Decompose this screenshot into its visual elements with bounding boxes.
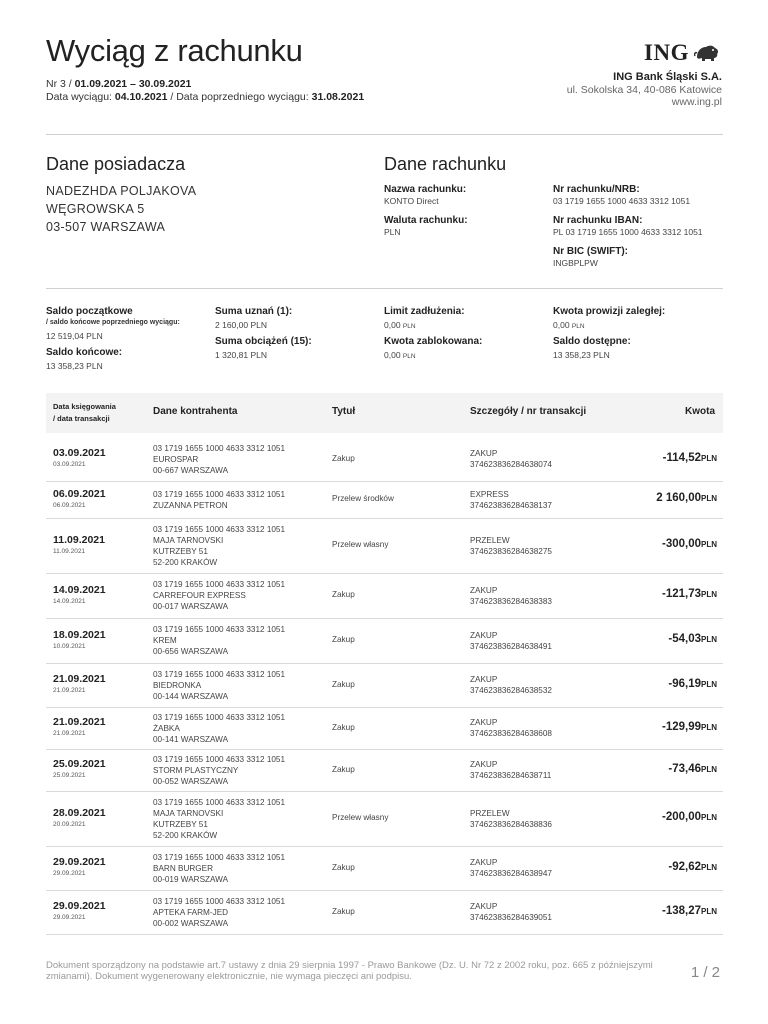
counterparty-line: BIEDRONKA xyxy=(153,680,202,690)
counterparty xyxy=(153,896,285,929)
table-row xyxy=(46,846,723,891)
amount-currency: PLN xyxy=(701,722,717,732)
bank-url[interactable]: www.ing.pl xyxy=(671,96,722,108)
details-line: 374623836284638532 xyxy=(470,686,552,695)
nrb-field xyxy=(553,184,690,206)
blocked-amount: 0,00 xyxy=(384,350,401,360)
counterparty xyxy=(153,624,285,657)
transaction-title: Przelew środków xyxy=(332,494,394,503)
details-line: ZAKUP xyxy=(470,449,498,458)
booking-date: 29.09.2021 xyxy=(53,900,106,912)
period-value: 01.09.2021 – 30.09.2021 xyxy=(74,78,192,90)
limit-label: Limit zadłużenia: xyxy=(384,306,465,317)
blocked-currency: PLN xyxy=(402,353,416,360)
amount-value: -54,03 xyxy=(668,633,701,645)
counterparty-line: 03 1719 1655 1000 4633 3312 1051 xyxy=(153,797,286,807)
counterparty-line: EUROSPAR xyxy=(153,454,199,464)
blocked-value xyxy=(384,350,482,362)
counterparty xyxy=(153,712,285,745)
transaction-date: 03.09.2021 xyxy=(53,461,86,468)
amount-value: -96,19 xyxy=(668,677,701,690)
closing-balance-label: Saldo końcowe: xyxy=(46,347,123,358)
transaction-title: Zakup xyxy=(332,764,355,774)
details-line: 374623836284639051 xyxy=(470,913,552,922)
bank-info xyxy=(567,71,722,109)
account-name-value: KONTO Direct xyxy=(384,196,439,206)
limit-amount: 0,00 xyxy=(384,320,401,330)
account-name-label: Nazwa rachunku: xyxy=(384,184,467,195)
counterparty-line: 03 1719 1655 1000 4633 3312 1051 xyxy=(153,896,286,906)
transaction-details xyxy=(470,717,552,739)
amount-value: -129,99 xyxy=(661,720,701,733)
transaction-title: Zakup xyxy=(332,722,355,732)
transaction-amount xyxy=(668,678,717,690)
owner-city: 03-507 WARSZAWA xyxy=(46,220,166,234)
transaction-amount xyxy=(668,633,717,645)
nrb-value: 03 1719 1655 1000 4633 3312 1051 xyxy=(553,196,691,206)
counterparty-line: KUTRZEBY 51 xyxy=(153,819,208,829)
amount-value: -300,00 xyxy=(661,538,701,550)
logo-wordmark: ING xyxy=(644,40,689,65)
counterparty-line: 03 1719 1655 1000 4633 3312 1051 xyxy=(153,754,286,764)
account-currency-field xyxy=(384,215,468,237)
prev-date-label: / Data poprzedniego wyciągu: xyxy=(167,91,312,103)
blocked-field xyxy=(384,336,482,362)
counterparty-line: KREM xyxy=(153,636,177,645)
table-row xyxy=(46,573,723,619)
amount-value: -73,46 xyxy=(668,762,701,775)
counterparty-line: 52-200 KRAKÓW xyxy=(153,830,218,840)
transaction-date: 14.09.2021 xyxy=(53,597,86,605)
counterparty xyxy=(153,754,285,787)
col-amount-header: Kwota xyxy=(685,406,715,417)
counterparty-line: 03 1719 1655 1000 4633 3312 1051 xyxy=(153,625,286,634)
transaction-details xyxy=(470,448,552,470)
commission-currency: PLN xyxy=(571,323,585,330)
transaction-date: 20.09.2021 xyxy=(53,820,86,828)
prev-date-value: 31.08.2021 xyxy=(311,91,365,103)
ing-logo xyxy=(644,40,720,66)
commission-label: Kwota prowizji zaległej: xyxy=(553,306,666,317)
counterparty xyxy=(153,443,285,476)
table-row xyxy=(46,481,723,519)
table-row xyxy=(46,749,723,792)
credits-value: 2 160,00 PLN xyxy=(215,320,267,330)
transaction-amount xyxy=(663,452,717,464)
iban-label: Nr rachunku IBAN: xyxy=(553,215,643,226)
transaction-title: Zakup xyxy=(332,453,355,463)
bic-field xyxy=(553,246,628,268)
account-currency-value: PLN xyxy=(384,227,401,237)
credits-field xyxy=(215,306,292,331)
table-row xyxy=(46,791,723,847)
debits-field xyxy=(215,336,312,361)
transaction-details xyxy=(470,808,552,830)
counterparty-line: 00-019 WARSZAWA xyxy=(153,874,229,884)
counterparty-line: MAJA TARNOVSKI xyxy=(153,808,224,818)
amount-value: -121,73 xyxy=(661,588,701,600)
nrb-label: Nr rachunku/NRB: xyxy=(553,184,640,195)
counterparty-line: APTEKA FARM-JED xyxy=(153,907,229,917)
details-line: 374623836284638383 xyxy=(470,596,552,606)
closing-balance-value: 13 358,23 PLN xyxy=(46,361,103,371)
statement-dates xyxy=(46,91,364,104)
transaction-date: 29.09.2021 xyxy=(53,870,86,877)
counterparty-line: 00-144 WARSZAWA xyxy=(153,691,229,701)
available-label: Saldo dostępne: xyxy=(553,336,631,347)
counterparty-line: 03 1719 1655 1000 4633 3312 1051 xyxy=(153,489,286,499)
col-counterparty-header: Dane kontrahenta xyxy=(153,406,238,417)
transaction-amount xyxy=(662,811,717,823)
details-line: ZAKUP xyxy=(470,675,498,684)
opening-balance-sublabel: / saldo końcowe poprzedniego wyciągu: xyxy=(46,319,180,326)
amount-value: -200,00 xyxy=(661,811,701,823)
amount-value: -138,27 xyxy=(661,904,701,917)
amount-currency: PLN xyxy=(701,679,717,689)
bank-name: ING Bank Śląski S.A. xyxy=(613,71,722,83)
transaction-details xyxy=(470,630,552,652)
details-line: ZAKUP xyxy=(470,858,498,867)
details-line: 374623836284638711 xyxy=(470,771,552,780)
date-value: 04.10.2021 xyxy=(114,91,168,103)
transaction-title: Zakup xyxy=(332,862,355,872)
amount-currency: PLN xyxy=(701,590,717,599)
opening-balance-value: 12 519,04 PLN xyxy=(46,331,103,341)
transaction-title: Przelew własny xyxy=(332,813,389,822)
col-tdate-label: / data transakcji xyxy=(53,414,110,423)
transaction-details xyxy=(470,901,552,923)
table-row xyxy=(46,707,723,750)
transaction-title: Zakup xyxy=(332,679,355,689)
counterparty xyxy=(153,797,285,841)
counterparty xyxy=(153,489,285,511)
account-currency-label: Waluta rachunku: xyxy=(384,215,468,226)
col-date-label: Data księgowania xyxy=(53,402,116,411)
table-row xyxy=(46,618,723,664)
credits-label: Suma uznań (1): xyxy=(215,306,293,317)
page-number: 1 / 2 xyxy=(690,964,720,981)
transactions-header xyxy=(46,393,723,433)
details-line: 374623836284638491 xyxy=(470,641,552,651)
details-line: EXPRESS xyxy=(470,489,509,499)
amount-currency: PLN xyxy=(701,453,717,463)
counterparty-line: MAJA TARNOVSKI xyxy=(153,535,224,545)
col-title-header: Tytuł xyxy=(332,406,356,417)
details-line: ZAKUP xyxy=(470,630,498,640)
counterparty-line: ZUZANNA PETRON xyxy=(153,500,228,510)
account-name-field xyxy=(384,184,466,206)
blocked-label: Kwota zablokowana: xyxy=(384,336,483,347)
debits-value: 1 320,81 PLN xyxy=(215,350,267,360)
details-line: 374623836284638074 xyxy=(470,460,552,469)
divider xyxy=(46,288,723,289)
details-line: ZAKUP xyxy=(470,902,498,911)
transaction-date: 06.09.2021 xyxy=(53,501,86,509)
amount-currency: PLN xyxy=(701,540,717,549)
table-row xyxy=(46,890,723,935)
transaction-date: 25.09.2021 xyxy=(53,772,86,779)
divider xyxy=(46,134,723,135)
table-row xyxy=(46,663,723,708)
details-line: ZAKUP xyxy=(470,760,498,769)
details-line: 374623836284638275 xyxy=(470,546,552,556)
date-label: Data wyciągu: xyxy=(46,91,115,103)
owner-title: Dane posiadacza xyxy=(46,154,186,174)
booking-date: 25.09.2021 xyxy=(53,758,106,770)
owner-street: WĘGROWSKA 5 xyxy=(46,202,145,216)
counterparty-line: 03 1719 1655 1000 4633 3312 1051 xyxy=(153,669,286,679)
transaction-amount xyxy=(662,905,717,917)
transaction-date: 21.09.2021 xyxy=(53,687,86,694)
transaction-details xyxy=(470,489,552,511)
counterparty-line: CARREFOUR EXPRESS xyxy=(153,591,246,600)
transaction-amount xyxy=(662,538,717,550)
amount-currency: PLN xyxy=(701,813,717,822)
bic-label: Nr BIC (SWIFT): xyxy=(553,246,628,257)
statement-period xyxy=(46,78,364,91)
counterparty-line: STORM PLASTYCZNY xyxy=(153,765,239,775)
footer-note: Dokument sporządzony na podstawie art.7 ustawy z dnia 29 sierpnia 1997 - Prawo Bankowe (Dz. U. Nr 72 z 2002 roku, poz. 665 z późniejszymi zmianami). Dokument wygenerowany elektronicznie, nie wymaga pieczęci ani podpisu. xyxy=(46,960,653,982)
counterparty-line: 00-002 WARSZAWA xyxy=(153,918,229,928)
details-line: 374623836284638137 xyxy=(470,500,552,510)
counterparty xyxy=(153,852,285,885)
bank-address: ul. Sokolska 34, 40-086 Katowice xyxy=(566,83,722,96)
transaction-date: 10.09.2021 xyxy=(53,642,86,650)
booking-date: 11.09.2021 xyxy=(53,533,105,546)
counterparty-line: 03 1719 1655 1000 4633 3312 1051 xyxy=(153,852,286,862)
counterparty-line: 00-656 WARSZAWA xyxy=(153,647,229,656)
amount-currency: PLN xyxy=(701,764,717,774)
booking-date: 21.09.2021 xyxy=(53,673,106,685)
details-line: 374623836284638947 xyxy=(470,869,552,878)
transaction-title: Zakup xyxy=(332,635,355,644)
iban-value: PL 03 1719 1655 1000 4633 3312 1051 xyxy=(553,227,703,237)
transaction-amount xyxy=(668,763,717,775)
booking-date: 21.09.2021 xyxy=(53,716,106,728)
amount-currency: PLN xyxy=(701,494,717,503)
opening-balance-label: Saldo początkowe xyxy=(46,306,133,317)
owner-name: NADEZHDA POLJAKOVA xyxy=(46,184,197,198)
booking-date: 03.09.2021 xyxy=(53,447,106,459)
commission-field xyxy=(553,306,665,332)
counterparty xyxy=(153,579,285,612)
counterparty-line: KUTRZEBY 51 xyxy=(153,546,208,556)
account-title: Dane rachunku xyxy=(384,154,507,174)
amount-currency: PLN xyxy=(701,862,717,872)
details-line: 374623836284638836 xyxy=(470,819,552,829)
booking-date: 28.09.2021 xyxy=(53,806,106,819)
bic-value: INGBPLPW xyxy=(553,258,598,268)
limit-currency: PLN xyxy=(402,323,416,330)
counterparty-line: 03 1719 1655 1000 4633 3312 1051 xyxy=(153,524,286,534)
amount-currency: PLN xyxy=(701,635,717,644)
commission-value xyxy=(553,320,665,332)
amount-currency: PLN xyxy=(701,906,717,916)
amount-value: -92,62 xyxy=(668,860,701,873)
col-date-header xyxy=(53,401,116,425)
page-title: Wyciąg z rachunku xyxy=(46,33,303,68)
statement-meta xyxy=(46,78,364,104)
transaction-date: 11.09.2021 xyxy=(53,547,86,555)
details-line: 374623836284638608 xyxy=(470,729,552,738)
available-field xyxy=(553,336,631,361)
counterparty-line: 00-141 WARSZAWA xyxy=(153,734,229,744)
debits-label: Suma obciążeń (15): xyxy=(215,336,312,347)
counterparty-line: 00-667 WARSZAWA xyxy=(153,465,229,475)
col-details-header: Szczegóły / nr transakcji xyxy=(470,406,587,417)
counterparty-line: 52-200 KRAKÓW xyxy=(153,557,218,567)
amount-value: 2 160,00 xyxy=(656,492,701,504)
transaction-title: Zakup xyxy=(332,906,355,916)
details-line: PRZELEW xyxy=(470,535,510,545)
transaction-amount xyxy=(656,492,717,504)
transaction-amount xyxy=(668,861,717,873)
counterparty-line: 00-052 WARSZAWA xyxy=(153,776,229,786)
table-row xyxy=(46,518,723,574)
opening-balance-field xyxy=(46,306,180,342)
transaction-details xyxy=(470,759,551,781)
counterparty-line: 00-017 WARSZAWA xyxy=(153,602,229,611)
booking-date: 14.09.2021 xyxy=(53,583,106,596)
counterparty-line: 03 1719 1655 1000 4633 3312 1051 xyxy=(153,580,286,589)
amount-value: -114,52 xyxy=(662,451,701,464)
available-value: 13 358,23 PLN xyxy=(553,350,610,360)
transaction-amount xyxy=(662,588,717,600)
counterparty xyxy=(153,669,285,702)
limit-value xyxy=(384,320,465,332)
transaction-date: 21.09.2021 xyxy=(53,730,86,737)
counterparty-line: ŻABKA xyxy=(153,723,180,733)
booking-date: 29.09.2021 xyxy=(53,856,106,868)
transaction-title: Przelew własny xyxy=(332,540,389,549)
counterparty-line: 03 1719 1655 1000 4633 3312 1051 xyxy=(153,443,286,453)
details-line: ZAKUP xyxy=(470,718,498,727)
table-row xyxy=(46,437,723,482)
transaction-details xyxy=(470,535,552,557)
booking-date: 06.09.2021 xyxy=(53,487,106,500)
limit-field xyxy=(384,306,465,332)
transaction-details xyxy=(470,674,552,696)
details-line: ZAKUP xyxy=(470,585,498,595)
statement-number: Nr 3 / xyxy=(46,78,75,90)
details-line: PRZELEW xyxy=(470,808,510,818)
booking-date: 18.09.2021 xyxy=(53,628,106,641)
closing-balance-field xyxy=(46,347,122,372)
counterparty-line: BARN BURGER xyxy=(153,863,214,873)
lion-icon xyxy=(694,43,720,63)
commission-amount: 0,00 xyxy=(553,320,570,330)
transaction-details xyxy=(470,585,552,607)
transaction-details xyxy=(470,857,552,879)
iban-field xyxy=(553,215,703,237)
transaction-title: Zakup xyxy=(332,590,355,599)
counterparty-line: 03 1719 1655 1000 4633 3312 1051 xyxy=(153,712,286,722)
transaction-date: 29.09.2021 xyxy=(53,914,86,921)
counterparty xyxy=(153,524,285,568)
transaction-amount xyxy=(662,721,717,733)
